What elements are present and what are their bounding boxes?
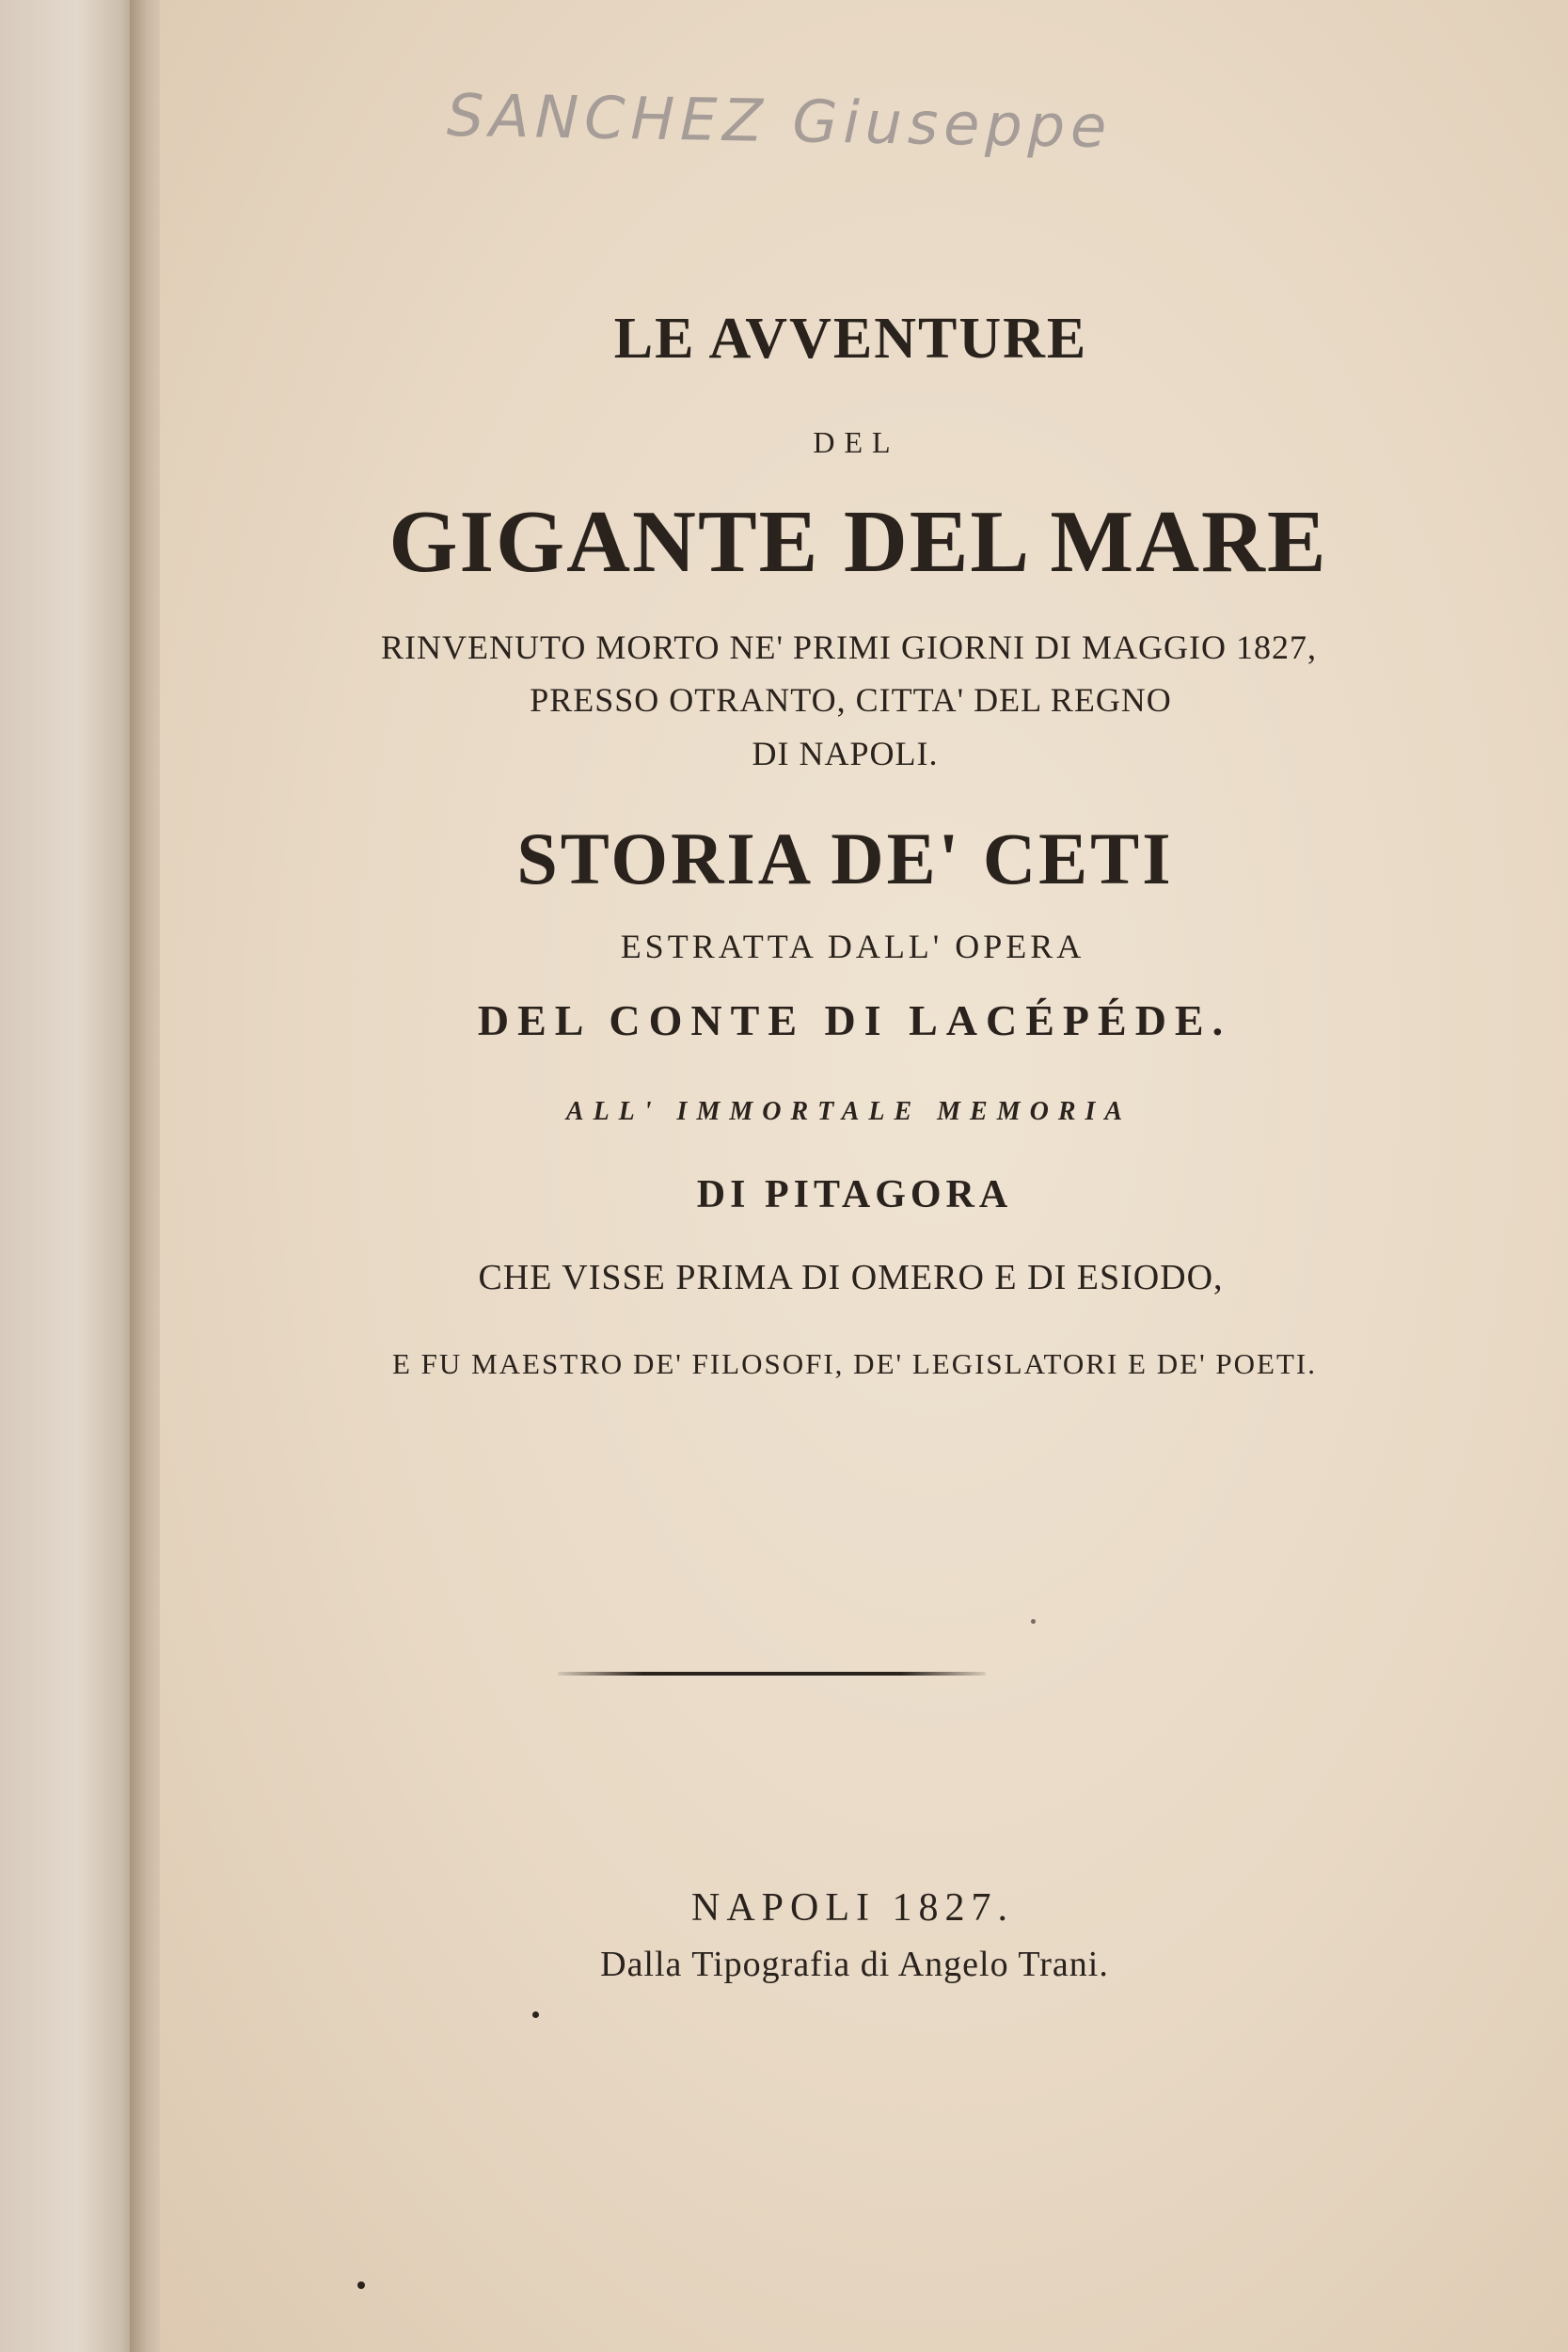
imprint-place-year: NAPOLI 1827. [691,1886,1014,1930]
ink-spot [1031,1619,1036,1624]
facing-page [0,0,141,2352]
dedication-line-1: ALL' IMMORTALE MEMORIA [565,1097,1132,1126]
title-line-2: DEL [813,425,900,459]
imprint-printer: Dalla Tipografia di Angelo Trani. [600,1945,1109,1984]
ink-spot [357,2281,365,2289]
part-line-2: DEL CONTE DI LACÉPÉDE. [477,996,1232,1044]
title-line-1: LE AVVENTURE [613,307,1088,371]
part-line-1: ESTRATTA DALL' OPERA [620,928,1085,965]
title-page [160,0,1568,2352]
dedication-line-2: DI PITAGORA [696,1173,1013,1216]
dedication-line-3: CHE VISSE PRIMA DI OMERO E DI ESIODO, [478,1258,1224,1297]
subtitle-line-2: PRESSO OTRANTO, CITTA' DEL REGNO [530,681,1172,719]
part-heading: STORIA DE' CETI [516,818,1174,899]
ink-spot [532,2011,539,2018]
title-line-3: GIGANTE DEL MARE [388,493,1328,591]
handwritten-signature: SANCHEZ Giuseppe [446,80,1113,162]
subtitle-line-1: RINVENUTO MORTO NE' PRIMI GIORNI DI MAGGIO 1827, [381,628,1317,666]
divider-rule [558,1672,986,1676]
dedication-line-4: E FU MAESTRO DE' FILOSOFI, DE' LEGISLATORI E DE' POETI. [392,1347,1317,1380]
subtitle-line-3: DI NAPOLI. [752,735,939,772]
